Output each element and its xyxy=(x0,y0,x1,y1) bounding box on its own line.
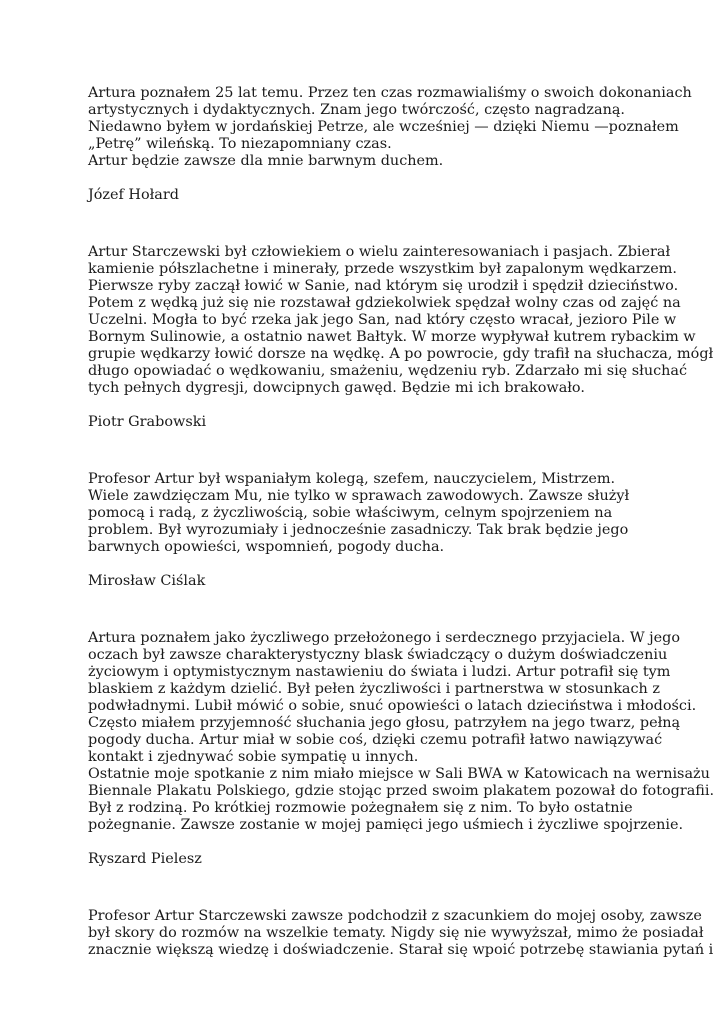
paragraph-line: grupie wędkarzy łowić dorsze na wędkę. A po powrocie, gdy trafił na słuchacza, mógł xyxy=(88,346,714,362)
testimonial-entry xyxy=(88,630,715,868)
paragraph-line: pomocą i radą, z życzliwością, sobie właściwym, celnym spojrzeniem na xyxy=(88,505,613,521)
author-signature: Mirosław Ciślak xyxy=(88,573,206,589)
paragraph-line: Pierwsze ryby zaczął łowić w Sanie, nad którym się urodził i spędził dzieciństwo. xyxy=(88,278,679,294)
author-signature: Ryszard Pielesz xyxy=(88,851,202,867)
paragraph-line: Artura poznałem jako życzliwego przełożonego i serdecznego przyjaciela. W jego xyxy=(88,630,681,646)
author-signature: Piotr Grabowski xyxy=(88,414,207,430)
paragraph-line: był skory do rozmów na wszelkie tematy. Nigdy się nie wywyższał, mimo że posiadał xyxy=(88,925,704,941)
paragraph-line: blaskiem z każdym dzielić. Był pełen życzliwości i partnerstwa w stosunkach z xyxy=(88,681,660,697)
paragraph-line: podwładnymi. Lubił mówić o sobie, snuć opowieści o latach dzieciństwa i młodości. xyxy=(88,698,697,714)
paragraph-line: problem. Był wyrozumiały i jednocześnie zasadniczy. Tak brak będzie jego xyxy=(88,522,629,538)
testimonial-entry xyxy=(88,244,714,431)
paragraph-line: Był z rodziną. Po krótkiej rozmowie pożegnałem się z nim. To było ostatnie xyxy=(88,800,633,816)
paragraph-line: artystycznych i dydaktycznych. Znam jego twórczość, często nagradzaną. xyxy=(88,102,625,118)
paragraph-line: Niedawno byłem w jordańskiej Petrze, ale wcześniej — dzięki Niemu —poznałem xyxy=(88,119,679,135)
paragraph-line: życiowym i optymistycznym nastawieniu do świata i ludzi. Artur potrafił się tym xyxy=(88,664,671,680)
paragraph-line: znacznie większą wiedzę i doświadczenie. Starał się wpoić potrzebę stawiania pytań i xyxy=(88,942,714,958)
author-signature: Józef Hołard xyxy=(88,187,179,203)
paragraph-line: Często miałem przyjemność słuchania jego głosu, patrzyłem na jego twarz, pełną xyxy=(88,715,681,731)
testimonial-entry xyxy=(88,85,692,204)
paragraph-line: Uczelni. Mogła to być rzeka jak jego San, nad który często wracał, jezioro Pile w xyxy=(88,312,677,328)
paragraph-line: Profesor Artur był wspaniałym kolegą, szefem, nauczycielem, Mistrzem. xyxy=(88,471,616,487)
testimonial-entry xyxy=(88,908,714,959)
paragraph-line: Wiele zawdzięczam Mu, nie tylko w sprawach zawodowych. Zawsze służył xyxy=(88,488,630,504)
paragraph-line: oczach był zawsze charakterystyczny blask świadczący o dużym doświadczeniu xyxy=(88,647,668,663)
document-page xyxy=(88,85,715,959)
testimonial-entry xyxy=(88,471,648,590)
paragraph-line: pogody ducha. Artur miał w sobie coś, dzięki czemu potrafił łatwo nawiązywać xyxy=(88,732,663,748)
paragraph-line: Ostatnie moje spotkanie z nim miało miejsce w Sali BWA w Katowicach na wernisażu xyxy=(88,766,710,782)
paragraph-line: Artur będzie zawsze dla mnie barwnym duchem. xyxy=(88,153,444,169)
paragraph-line: tych pełnych dygresji, dowcipnych gawęd. Będzie mi ich brakowało. xyxy=(88,380,585,396)
paragraph-line: długo opowiadać o wędkowaniu, smażeniu, wędzeniu ryb. Zdarzało mi się słuchać xyxy=(88,363,688,379)
paragraph-line: „Petrę” wileńską. To niezapomniany czas. xyxy=(88,136,392,152)
paragraph-line: barwnych opowieści, wspomnień, pogody ducha. xyxy=(88,539,445,555)
paragraph-line: pożegnanie. Zawsze zostanie w mojej pamięci jego uśmiech i życzliwe spojrzenie. xyxy=(88,817,684,833)
paragraph-line: kamienie półszlachetne i minerały, przede wszystkim był zapalonym wędkarzem. xyxy=(88,261,677,277)
paragraph-line: Bornym Sulinowie, a ostatnio nawet Bałtyk. W morze wypływał kutrem rybackim w xyxy=(88,329,696,345)
paragraph-line: Profesor Artur Starczewski zawsze podchodził z szacunkiem do mojej osoby, zawsze xyxy=(88,908,702,924)
paragraph-line: Artur Starczewski był człowiekiem o wielu zainteresowaniach i pasjach. Zbierał xyxy=(88,244,671,260)
paragraph-line: Biennale Plakatu Polskiego, gdzie stojąc przed swoim plakatem pozował do fotografii. xyxy=(88,783,715,799)
paragraph-line: Potem z wędką już się nie rozstawał gdziekolwiek spędzał wolny czas od zajęć na xyxy=(88,295,681,311)
paragraph-line: Artura poznałem 25 lat temu. Przez ten czas rozmawialiśmy o swoich dokonaniach xyxy=(88,85,692,101)
paragraph-line: kontakt i zjednywać sobie sympatię u innych. xyxy=(88,749,419,765)
